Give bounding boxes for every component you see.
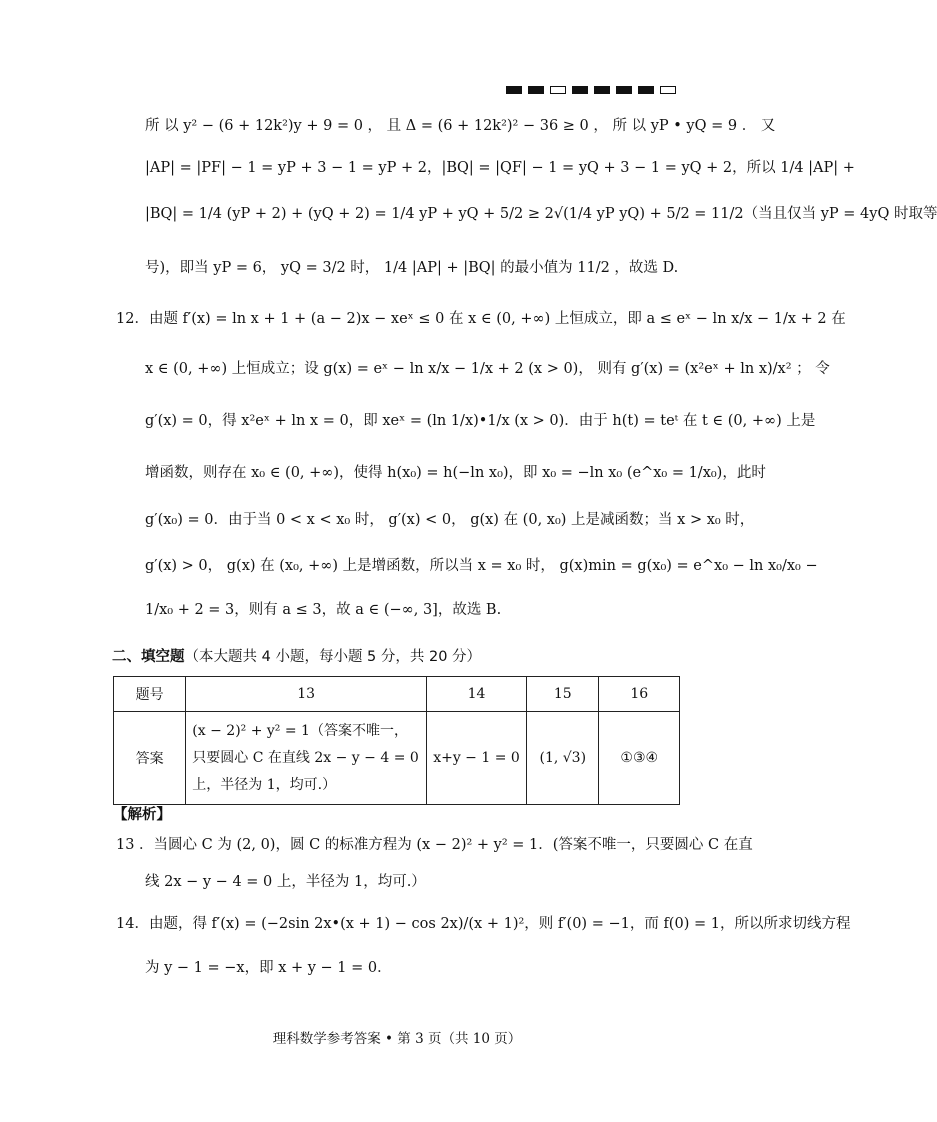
header-mark [616,86,632,94]
header-marks [506,86,676,94]
solution-line: g′(x) = 0，得 x²eˣ + ln x = 0，即 xeˣ = (ln 1/x)•1/x (x > 0)．由于 h(t) = teᵗ 在 t ∈ (0, +∞) 上是 [145,413,816,429]
section-title: 二、填空题 [112,649,185,665]
section-heading [112,645,481,666]
analysis-line: 14．由题，得 f′(x) = (−2sin 2x•(x + 1) − cos 2x)/(x + 1)²，则 f′(0) = −1，而 f(0) = 1，所以所求切线方程 [116,916,851,932]
header-mark [528,86,544,94]
analysis-heading: 【解析】 [113,807,171,823]
solution-line: x ∈ (0, +∞) 上恒成立；设 g(x) = eˣ − ln x/x − 1/x + 2 (x > 0)， 则有 g′(x) = (x²eˣ + ln x)/x² ； 令 [145,361,830,377]
solution-line: 号)，即当 yP = 6， yQ = 3/2 时， 1/4 |AP| + |BQ| 的最小值为 11/2 ，故选 D. [145,260,679,276]
row-label: 答案 [114,712,186,805]
answer-table-row [114,712,680,805]
solution-line: g′(x₀) = 0．由于当 0 < x < x₀ 时， g′(x) < 0， g(x) 在 (0, x₀) 上是减函数；当 x > x₀ 时， [145,512,755,528]
solution-line: g′(x) > 0， g(x) 在 (x₀, +∞) 上是增函数，所以当 x = x₀ 时， g(x)min = g(x₀) = e^x₀ − ln x₀/x₀ − [145,558,818,574]
header-mark [572,86,588,94]
problem-12-line: 12．由题 f′(x) = ln x + 1 + (a − 2)x − xeˣ ≤ 0 在 x ∈ (0, +∞) 上恒成立，即 a ≤ eˣ − ln x/x − 1/x + 2 在 [116,311,846,327]
answer-table [113,676,680,805]
analysis-line: 线 2x − y − 4 = 0 上，半径为 1，均可.） [145,874,426,890]
answer-13: (x − 2)² + y² = 1（答案不唯一，只要圆心 C 在直线 2x − y − 4 = 0 上，半径为 1，均可.） [186,712,427,805]
header-cell: 14 [426,677,526,712]
analysis-line: 13 ．当圆心 C 为 (2, 0)，圆 C 的标准方程为 (x − 2)² + y² = 1．(答案不唯一，只要圆心 C 在直 [116,837,753,853]
analysis-line: 为 y − 1 = −x，即 x + y − 1 = 0． [145,960,392,976]
header-cell: 13 [186,677,427,712]
answer-14: x+y − 1 = 0 [426,712,526,805]
answer-15: (1, √3) [527,712,599,805]
header-mark [550,86,566,94]
header-cell: 15 [527,677,599,712]
answer-table-header-row [114,677,680,712]
header-mark [594,86,610,94]
solution-line: 1/x₀ + 2 = 3，则有 a ≤ 3，故 a ∈ (−∞, 3]，故选 B. [145,602,502,618]
solution-line: 增函数，则存在 x₀ ∈ (0, +∞)，使得 h(x₀) = h(−ln x₀)，即 x₀ = −ln x₀ (e^x₀ = 1/x₀)，此时 [145,465,766,481]
section-note: （本大题共 4 小题，每小题 5 分，共 20 分） [184,649,482,665]
solution-line: 所 以 y² − (6 + 12k²)y + 9 = 0 ， 且 Δ = (6 + 12k²)² − 36 ≥ 0 ， 所 以 yP • yQ = 9 ． 又 [145,118,776,134]
answer-16: ①③④ [599,712,680,805]
header-mark [506,86,522,94]
header-mark [660,86,676,94]
header-mark [638,86,654,94]
solution-line: |BQ| = 1/4 (yP + 2) + (yQ + 2) = 1/4 yP + yQ + 5/2 ≥ 2√(1/4 yP yQ) + 5/2 = 11/2（当且仅当 yP = 4yQ 时取等 [145,206,937,222]
header-cell: 题号 [114,677,186,712]
solution-line: |AP| = |PF| − 1 = yP + 3 − 1 = yP + 2，|BQ| = |QF| − 1 = yQ + 3 − 1 = yQ + 2，所以 1/4 |AP| + [145,160,855,176]
header-cell: 16 [599,677,680,712]
page-footer: 理科数学参考答案 • 第 3 页（共 10 页） [272,1031,522,1047]
